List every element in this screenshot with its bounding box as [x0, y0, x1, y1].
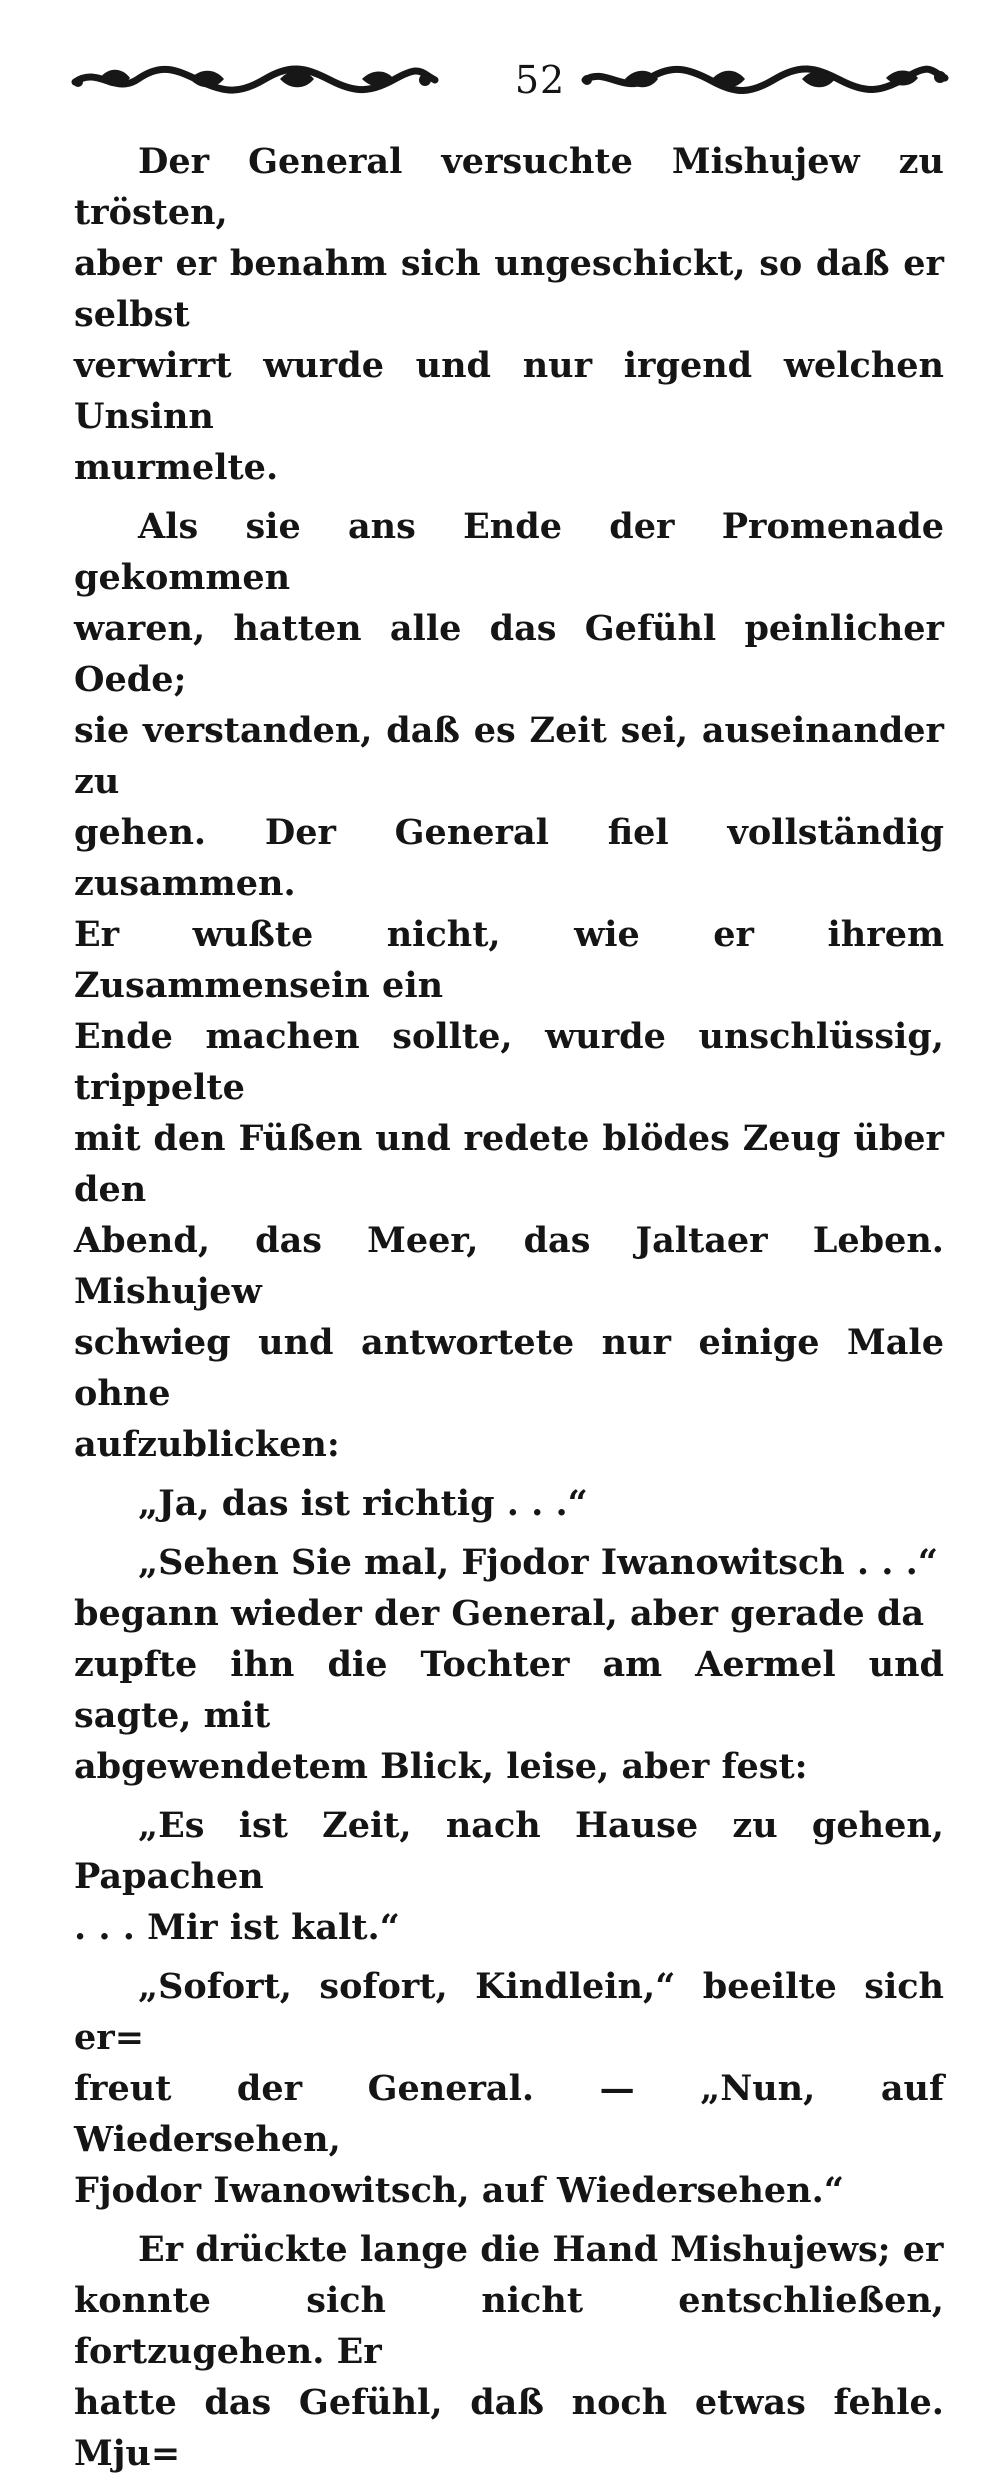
right-header-ornament	[580, 64, 950, 94]
page-number: 52	[514, 58, 566, 102]
page-header	[70, 48, 950, 112]
main-text	[74, 136, 944, 2487]
paragraph-7: Er drückte lange die Hand Mishujews; er konnte sich nicht entschließen, fortzugehen. Er hatte das Gefühl, daß noch etwas fehle. Mju=	[74, 2229, 944, 2474]
paragraph-3: „Ja, das ist richtig . . .“	[138, 1483, 588, 1524]
paragraph-6: „Sofort, sofort, Kindlein,“ beeilte sich er= freut der General. — „Nun, auf Wiedersehen, Fjodor Iwanowitsch, auf Wiedersehen.“	[74, 1966, 944, 2211]
paragraph-5: „Es ist Zeit, nach Hause zu gehen, Papachen . . . Mir ist kalt.“	[74, 1805, 944, 1948]
left-header-ornament	[70, 64, 440, 94]
paragraph-1: Der General versuchte Mishujew zu trösten, aber er benahm sich ungeschickt, so daß er selbst verwirrt wurde und nur irgend welchen Unsinn murmelte.	[74, 141, 944, 488]
paragraph-2: Als sie ans Ende der Promenade gekommen waren, hatten alle das Gefühl peinlicher Oede; sie verstanden, daß es Zeit sei, auseinander zu gehen. Der General fiel vollständig zusammen. Er wußte nicht, wie er ihrem Zusammensein ein Ende machen sollte, wurde unschlüssig, trippelte mit den Füßen und redete blödes Zeug über den Abend, das Meer, das Jaltaer Leben. Mishujew schwieg und antwortete nur einige Male ohne aufzublicken:	[74, 506, 944, 1465]
paragraph-4: „Sehen Sie mal, Fjodor Iwanowitsch . . .“ begann wieder der General, aber gerade da zupfte ihn die Tochter am Aermel und sagte, mit abgewendetem Blick, leise, aber fest:	[74, 1542, 944, 1787]
